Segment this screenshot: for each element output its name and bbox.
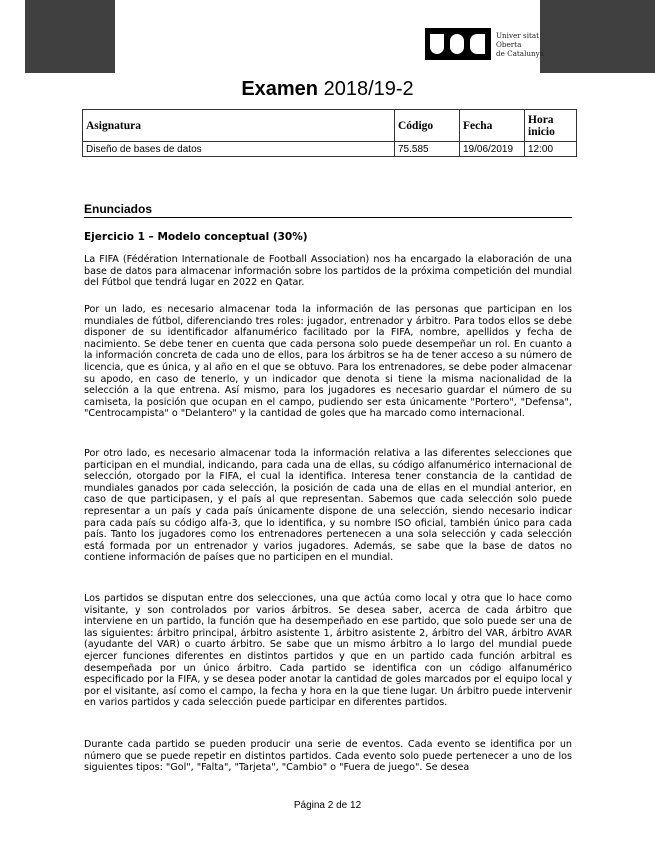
header-codigo: Código — [395, 110, 460, 142]
section-heading: Enunciados — [84, 202, 572, 218]
uoc-logo-text — [496, 31, 544, 58]
uoc-logo — [425, 22, 544, 66]
logo-line-1: Univer sitat — [496, 30, 540, 40]
paragraph-2: Por un lado, es necesario almacenar toda la información de las personas que participan en los mundiales de fútbol, diferenciando tres roles: jugador, entrenador y árbitro. Para todos ellos se debe disponer de su identificador alfanumérico facilitado por la FIFA, nombre, apellidos y fecha de nacimiento. Se debe tener en cuenta que cada persona solo puede desempeñar un rol. En cuanto a la información concreta de cada uno de ellos, para los árbitros se ha de tener acceso a su número de licencia, que es única, y al año en el que se obtuvo. Para los entrenadores, se debe poder almacenar su apodo, en caso de tenerlo, y un indicador que denota si tiene la misma nacionalidad de la selección a la que entrena. Así mismo, para los jugadores es necesario guardar el número de su camiseta, la posición que ocupan en el campo, pudiendo ser esta únicamente "Portero", "Defensa", "Centrocampista" o "Delantero" y la cantidad de goles que ha marcado como internacional. — [84, 304, 572, 420]
logo-line-3: de Catalunya — [496, 48, 544, 58]
paragraph-3: Por otro lado, es necesario almacenar toda la información relativa a las diferentes selecciones que participan en el mundial, indicando, para cada una de ellas, su código alfanumérico internacional de selección, otorgado por la FIFA, el cual la identifica. Interesa tener constancia de la cantidad de mundiales ganados por cada selección, la posición de cada una de ellas en el mundial anterior, en caso de que participasen, y el país al que representan. Sabemos que cada selección solo puede representar a un país y cada país únicamente dispone de una selección, siendo necesario indicar para cada país su código alfa-3, que lo identifica, y su nombre ISO oficial, también único para cada país. Tanto los jugadores como los entrenadores pertenecen a una sola selección y cada selección está formada por un entrenador y varios jugadores. Además, se sabe que la base de datos no contiene información de países que no participen en el mundial. — [84, 448, 572, 564]
table-row — [83, 142, 577, 157]
title-rest: 2018/19-2 — [318, 78, 414, 100]
exam-info-table — [82, 109, 577, 157]
cell-asignatura: Diseño de bases de datos — [83, 142, 395, 157]
page-title — [0, 78, 655, 101]
uoc-logo-mark-icon — [425, 25, 491, 63]
header-asignatura: Asignatura — [83, 110, 395, 142]
title-bold: Examen — [241, 78, 319, 100]
paragraph-1: La FIFA (Fédération Internationale de Football Association) nos ha encargado la elaboración de una base de datos para almacenar información sobre los partidos de la próxima competición del mundial del Fútbol que tendrá lugar en 2022 en Qatar. — [84, 254, 572, 289]
header-fecha: Fecha — [460, 110, 525, 142]
header-corner-right — [540, 0, 655, 73]
paragraph-5: Durante cada partido se pueden producir una serie de eventos. Cada evento se identifica por un número que se puede repetir en distintos partidos. Cada evento solo puede pertenecer a uno de los siguientes tipos: "Gol", "Falta", "Tarjeta", "Cambio" o "Fuera de juego". Se desea — [84, 739, 572, 774]
logo-line-2: Oberta — [496, 39, 522, 49]
table-header-row — [83, 110, 577, 142]
cell-hora: 12:00 — [525, 142, 577, 157]
cell-codigo: 75.585 — [395, 142, 460, 157]
paragraph-4: Los partidos se disputan entre dos selecciones, una que actúa como local y otra que lo hace como visitante, y son controlados por varios árbitros. Se desea saber, acerca de cada árbitro que interviene en un partido, la función que ha desempeñado en ese partido, que solo puede ser una de las siguientes: árbitro principal, árbitro asistente 1, árbitro asistente 2, árbitro del VAR, árbitro AVAR (ayudante del VAR) o cuarto árbitro. Se sabe que un mismo árbitro a lo largo del mundial puede ejercer funciones diferentes en distintos partidos y que en un partido cada función arbitral es desempeñada por un único árbitro. Cada partido se identifica con un código alfanumérico especificado por la FIFA, y se desea poder anotar la cantidad de goles marcados por el equipo local y por el visitante, así como el campo, la fecha y hora en la que tiene lugar. Un árbitro puede intervenir en varios partidos y cada selección puede participar en diferentes partidos. — [84, 593, 572, 709]
exercise-title: Ejercicio 1 – Modelo conceptual (30%) — [84, 231, 308, 243]
cell-fecha: 19/06/2019 — [460, 142, 525, 157]
page-number: Página 2 de 12 — [293, 800, 362, 811]
header-corner-left — [25, 0, 115, 73]
header-hora: Hora inicio — [525, 110, 577, 142]
